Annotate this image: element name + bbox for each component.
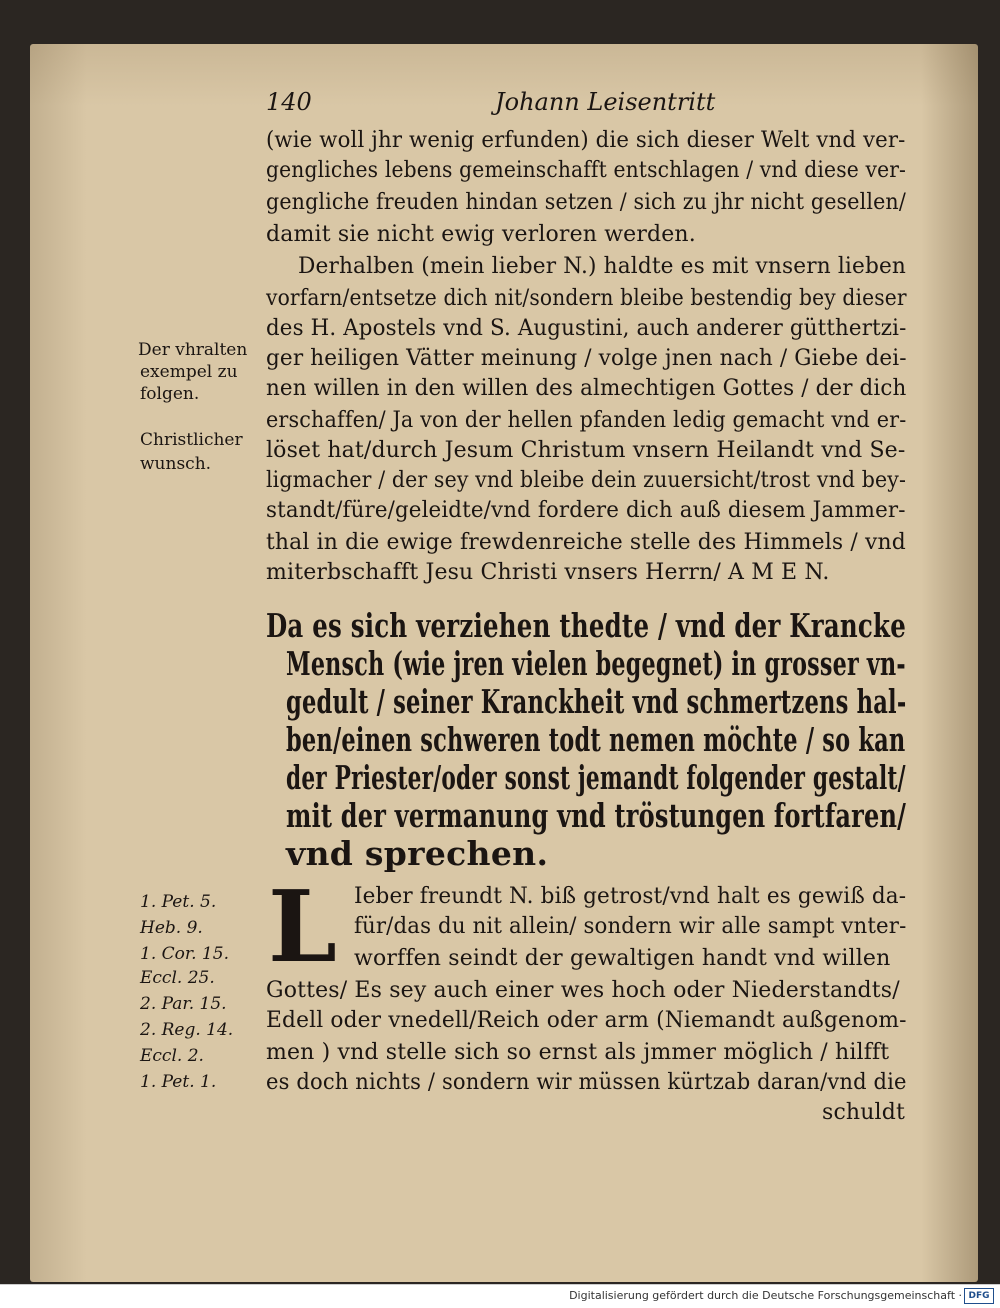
- text-line: ger heiligen Vätter meinung / volge jnen nach / Giebe dei-: [266, 346, 907, 371]
- dfg-logo-icon: DFG: [964, 1288, 994, 1304]
- text-line: standt/füre/geleidte/vnd fordere dich auß diesem Jammer-: [266, 498, 906, 523]
- text-line: men ) vnd stelle sich so ernst als jmmer möglich / hilfft: [266, 1040, 890, 1065]
- margin-note-line: exempel zu: [140, 362, 238, 382]
- rubric-line: mit der vermanung vnd tröstungen fortfaren/: [286, 796, 907, 835]
- scripture-reference: Eccl. 25.: [140, 968, 215, 988]
- running-title: Johann Leisentritt: [495, 88, 716, 116]
- text-line: erschaffen/ Ja von der hellen pfanden ledig gemacht vnd er-: [266, 408, 907, 433]
- scripture-reference: 1. Pet. 5.: [140, 892, 217, 912]
- text-line: worffen seindt der gewaltigen handt vnd willen: [354, 946, 891, 971]
- margin-note-line: Der vhralten: [138, 340, 248, 360]
- text-line: thal in die ewige frewdenreiche stelle des Himmels / vnd: [266, 530, 906, 555]
- scripture-reference: 2. Par. 15.: [140, 994, 227, 1014]
- text-line: vorfarn/entsetze dich nit/sondern bleibe bestendig bey dieser: [266, 286, 907, 311]
- text-line: Ieber freundt N. biß getrost/vnd halt es gewiß da-: [354, 884, 907, 909]
- catchword: schuldt: [822, 1100, 905, 1125]
- text-line: es doch nichts / sondern wir müssen kürtzab daran/vnd die: [266, 1070, 907, 1095]
- text-line: gengliche freuden hindan setzen / sich zu jhr nicht gesellen/: [266, 190, 906, 215]
- page-number: 140: [266, 88, 312, 116]
- rubric-line: vnd sprechen.: [286, 834, 549, 873]
- text-line: nen willen in den willen des almechtigen Gottes / der dich: [266, 376, 907, 401]
- drop-cap: L: [268, 870, 337, 985]
- text-line: des H. Apostels vnd S. Augustini, auch anderer gütthertzi-: [266, 316, 907, 341]
- text-line: Derhalben (mein lieber N.) haldte es mit vnsern lieben: [298, 254, 907, 279]
- text-line: miterbschafft Jesu Christi vnsers Herrn/ A M E N.: [266, 560, 830, 585]
- scripture-reference: Heb. 9.: [140, 918, 203, 938]
- text-line: (wie woll jhr wenig erfunden) die sich dieser Welt vnd ver-: [266, 128, 906, 153]
- text-line: Edell oder vnedell/Reich oder arm (Niemandt außgenom-: [266, 1008, 907, 1033]
- footer-credit: Digitalisierung gefördert durch die Deutsche Forschungsgemeinschaft ·: [569, 1289, 962, 1302]
- margin-note-line: wunsch.: [140, 454, 212, 474]
- text-line: damit sie nicht ewig verloren werden.: [266, 222, 696, 247]
- text-line: ligmacher / der sey vnd bleibe dein zuuersicht/trost vnd bey-: [266, 468, 907, 493]
- footer-bar: [0, 1284, 1000, 1308]
- scripture-reference: 2. Reg. 14.: [140, 1020, 234, 1040]
- text-line: löset hat/durch Jesum Christum vnsern Heilandt vnd Se-: [266, 438, 906, 463]
- margin-note-line: Christlicher: [140, 430, 243, 450]
- text-line: Gottes/ Es sey auch einer wes hoch oder Niederstandts/: [266, 978, 900, 1003]
- rubric-line: Mensch (wie jren vielen begegnet) in grosser vn-: [286, 644, 906, 683]
- rubric-line: ben/einen schweren todt nemen möchte / so kan: [286, 720, 906, 759]
- rubric-line: gedult / seiner Kranckheit vnd schmertzens hal-: [286, 682, 907, 721]
- text-line: gengliches lebens gemeinschafft entschlagen / vnd diese ver-: [266, 158, 907, 183]
- scripture-reference: 1. Cor. 15.: [140, 944, 229, 964]
- text-line: für/das du nit allein/ sondern wir alle sampt vnter-: [354, 914, 907, 939]
- scripture-reference: 1. Pet. 1.: [140, 1072, 217, 1092]
- rubric-line: der Priester/oder sonst jemandt folgender gestalt/: [286, 758, 906, 797]
- margin-note-line: folgen.: [140, 384, 200, 404]
- scripture-reference: Eccl. 2.: [140, 1046, 204, 1066]
- rubric-line: Da es sich verziehen thedte / vnd der Krancke: [266, 606, 906, 645]
